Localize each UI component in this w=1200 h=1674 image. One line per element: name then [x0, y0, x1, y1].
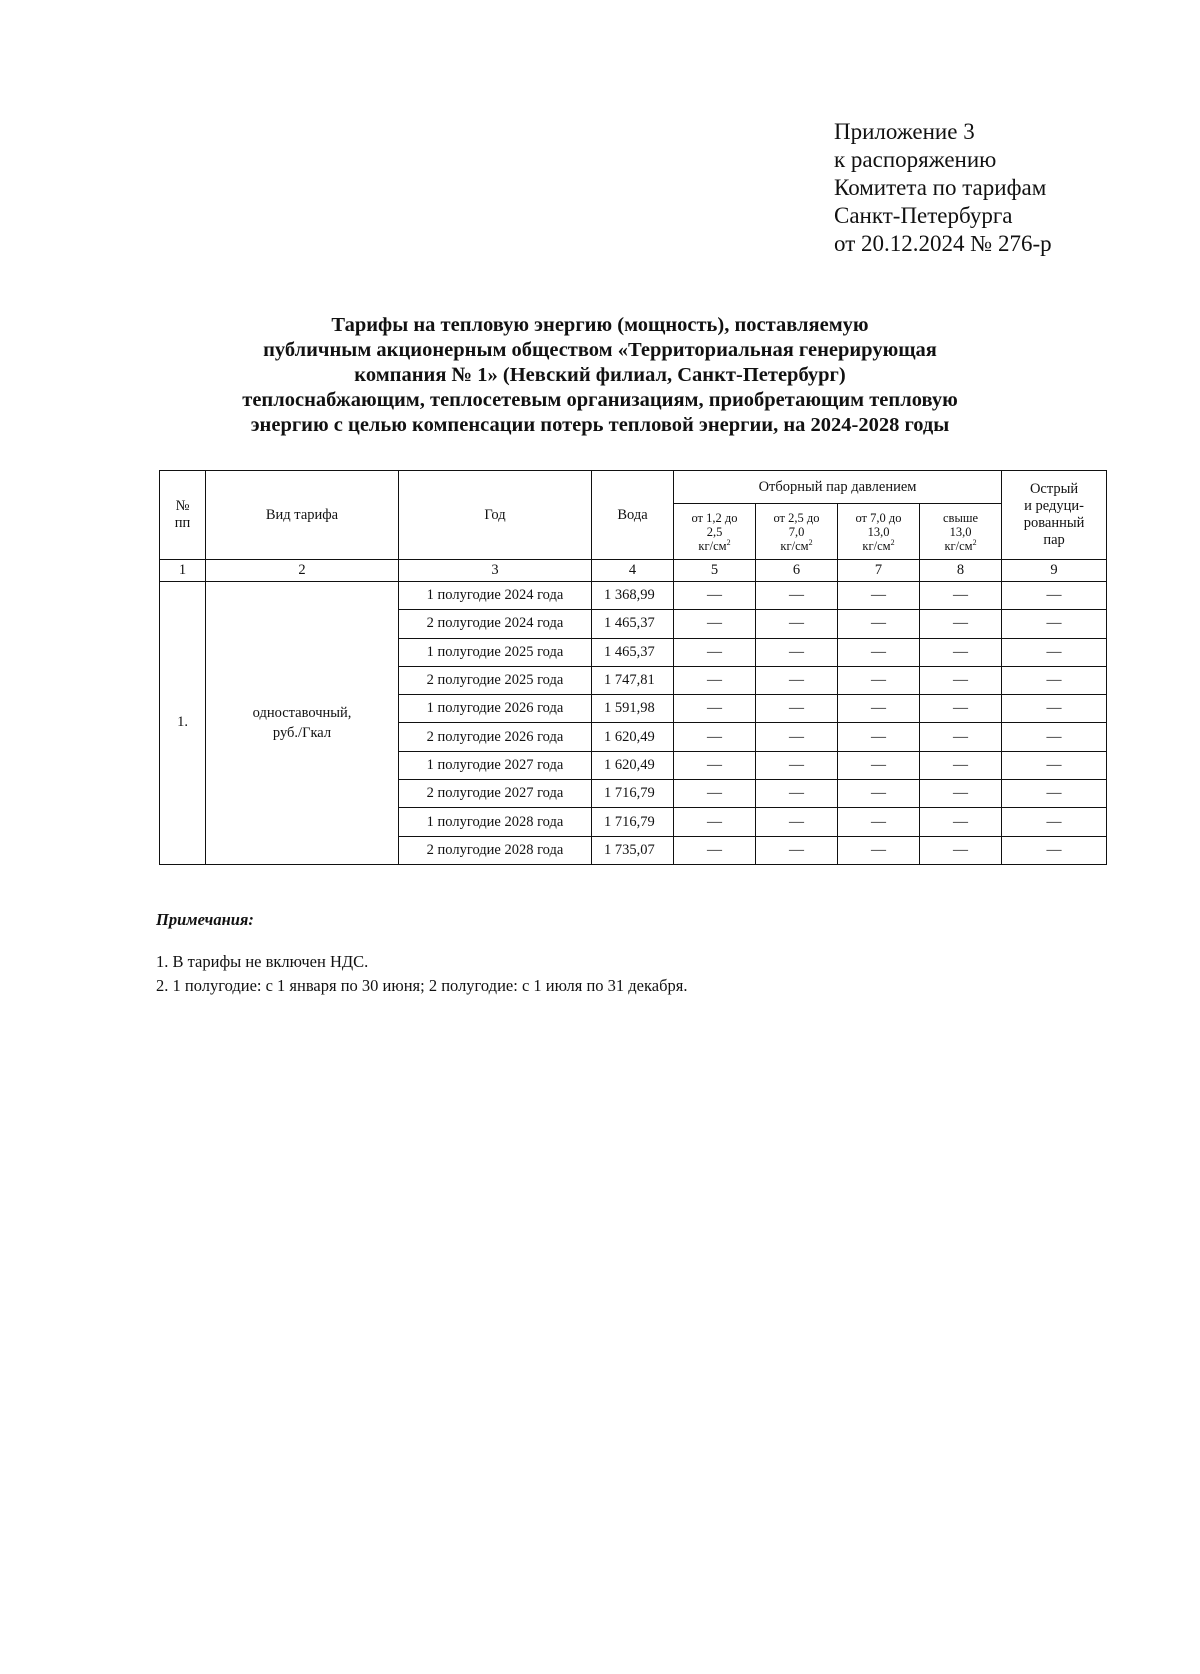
water-value: 1 591,98	[592, 695, 674, 723]
period-cell: 1 полугодие 2026 года	[399, 695, 592, 723]
empty-dash: —	[1002, 666, 1107, 694]
unit-sup: 2	[726, 537, 731, 547]
period-cell: 2 полугодие 2027 года	[399, 780, 592, 808]
empty-dash: —	[1002, 723, 1107, 751]
empty-dash: —	[674, 780, 756, 808]
water-value: 1 716,79	[592, 780, 674, 808]
note-item: 1. В тарифы не включен НДС.	[156, 952, 369, 971]
unit-text: кг/см	[780, 538, 809, 553]
header-steam-line: 7,0	[788, 524, 805, 539]
empty-dash: —	[1002, 780, 1107, 808]
water-value: 1 747,81	[592, 666, 674, 694]
empty-dash: —	[838, 582, 920, 610]
empty-dash: —	[674, 638, 756, 666]
period-cell: 2 полугодие 2024 года	[399, 610, 592, 638]
appendix-line: Санкт-Петербурга	[834, 203, 1013, 228]
empty-dash: —	[920, 723, 1002, 751]
period-cell: 1 полугодие 2027 года	[399, 751, 592, 779]
column-number: 9	[1002, 560, 1107, 582]
unit-sup: 2	[972, 537, 977, 547]
header-unit	[920, 539, 1001, 553]
title-line: Тарифы на тепловую энергию (мощность), поставляемую	[331, 314, 869, 336]
header-steam-3	[838, 504, 920, 560]
empty-dash: —	[920, 808, 1002, 836]
header-sharp-steam	[1002, 471, 1107, 560]
empty-dash: —	[838, 638, 920, 666]
empty-dash: —	[1002, 638, 1107, 666]
header-steam-4	[920, 504, 1002, 560]
empty-dash: —	[838, 666, 920, 694]
appendix-line: от 20.12.2024 № 276-р	[834, 231, 1052, 256]
tariff-type-line: одноставочный,	[252, 704, 352, 721]
header-steam-line: 13,0	[867, 524, 890, 539]
empty-dash: —	[674, 751, 756, 779]
empty-dash: —	[756, 751, 838, 779]
empty-dash: —	[838, 836, 920, 864]
title-line: публичным акционерным обществом «Территориальная генерирующая	[263, 339, 937, 361]
empty-dash: —	[674, 695, 756, 723]
empty-dash: —	[838, 695, 920, 723]
water-value: 1 465,37	[592, 638, 674, 666]
column-number: 3	[399, 560, 592, 582]
header-row	[160, 471, 1107, 504]
water-value: 1 465,37	[592, 610, 674, 638]
empty-dash: —	[920, 666, 1002, 694]
header-steam-line: 13,0	[949, 524, 972, 539]
empty-dash: —	[838, 751, 920, 779]
empty-dash: —	[838, 723, 920, 751]
column-number-row	[160, 560, 1107, 582]
unit-text: кг/см	[944, 538, 973, 553]
title-line: энергию с целью компенсации потерь тепловой энергии, на 2024-2028 годы	[250, 414, 950, 436]
empty-dash: —	[756, 582, 838, 610]
period-cell: 1 полугодие 2025 года	[399, 638, 592, 666]
empty-dash: —	[838, 808, 920, 836]
water-value: 1 716,79	[592, 808, 674, 836]
empty-dash: —	[756, 638, 838, 666]
unit-sup: 2	[890, 537, 895, 547]
header-steam-line: свыше	[943, 510, 979, 525]
header-unit	[838, 539, 919, 553]
tariffs-table	[159, 470, 1107, 865]
water-value: 1 735,07	[592, 836, 674, 864]
header-steam-2	[756, 504, 838, 560]
empty-dash: —	[920, 638, 1002, 666]
notes-title: Примечания:	[156, 910, 254, 929]
header-water: Вода	[592, 471, 674, 560]
header-unit	[756, 539, 837, 553]
unit-text: кг/см	[862, 538, 891, 553]
empty-dash: —	[920, 582, 1002, 610]
empty-dash: —	[838, 610, 920, 638]
title-line: теплоснабжающим, теплосетевым организациям, приобретающим тепловую	[242, 389, 958, 411]
header-sharp-line: пар	[1043, 532, 1065, 548]
empty-dash: —	[674, 610, 756, 638]
empty-dash: —	[920, 610, 1002, 638]
column-number: 7	[838, 560, 920, 582]
period-cell: 2 полугодие 2028 года	[399, 836, 592, 864]
header-year: Год	[399, 471, 592, 560]
empty-dash: —	[756, 666, 838, 694]
empty-dash: —	[756, 808, 838, 836]
column-number: 5	[674, 560, 756, 582]
appendix-line: к распоряжению	[834, 147, 997, 172]
header-steam-line: от 1,2 до	[691, 510, 738, 525]
row-group-tariff-type	[206, 582, 399, 865]
empty-dash: —	[920, 751, 1002, 779]
unit-text: кг/см	[698, 538, 727, 553]
header-tariff-type: Вид тарифа	[206, 471, 399, 560]
header-number	[160, 471, 206, 560]
water-value: 1 620,49	[592, 751, 674, 779]
empty-dash: —	[674, 582, 756, 610]
empty-dash: —	[756, 723, 838, 751]
empty-dash: —	[1002, 695, 1107, 723]
empty-dash: —	[1002, 808, 1107, 836]
empty-dash: —	[756, 836, 838, 864]
empty-dash: —	[674, 808, 756, 836]
empty-dash: —	[674, 666, 756, 694]
empty-dash: —	[1002, 582, 1107, 610]
column-number: 8	[920, 560, 1002, 582]
empty-dash: —	[838, 780, 920, 808]
empty-dash: —	[756, 780, 838, 808]
title-line: компания № 1» (Невский филиал, Санкт-Петербург)	[354, 364, 846, 386]
header-sharp-line: и редуци-	[1024, 498, 1084, 514]
header-sharp-line: рованный	[1023, 515, 1085, 531]
column-number: 2	[206, 560, 399, 582]
empty-dash: —	[1002, 751, 1107, 779]
empty-dash: —	[920, 836, 1002, 864]
note-item: 2. 1 полугодие: с 1 января по 30 июня; 2 полугодие: с 1 июля по 31 декабря.	[156, 976, 688, 995]
appendix-line: Приложение 3	[834, 119, 975, 144]
empty-dash: —	[920, 695, 1002, 723]
column-number: 6	[756, 560, 838, 582]
column-number: 4	[592, 560, 674, 582]
period-cell: 1 полугодие 2024 года	[399, 582, 592, 610]
table-row	[160, 582, 1107, 610]
period-cell: 2 полугодие 2025 года	[399, 666, 592, 694]
header-steam-line: от 7,0 до	[855, 510, 902, 525]
header-unit	[674, 539, 755, 553]
water-value: 1 368,99	[592, 582, 674, 610]
appendix-line: Комитета по тарифам	[834, 175, 1047, 200]
row-group-number: 1.	[160, 582, 206, 865]
empty-dash: —	[920, 780, 1002, 808]
water-value: 1 620,49	[592, 723, 674, 751]
header-number-line: пп	[174, 515, 191, 531]
unit-sup: 2	[808, 537, 813, 547]
period-cell: 1 полугодие 2028 года	[399, 808, 592, 836]
empty-dash: —	[674, 723, 756, 751]
header-sharp-line: Острый	[1029, 481, 1079, 497]
appendix-header	[834, 118, 1052, 258]
empty-dash: —	[1002, 610, 1107, 638]
empty-dash: —	[756, 610, 838, 638]
empty-dash: —	[674, 836, 756, 864]
document-title	[150, 313, 1050, 438]
empty-dash: —	[1002, 836, 1107, 864]
column-number: 1	[160, 560, 206, 582]
period-cell: 2 полугодие 2026 года	[399, 723, 592, 751]
notes-list	[156, 950, 687, 998]
header-steam-line: от 2,5 до	[773, 510, 820, 525]
header-steam-line: 2,5	[706, 524, 723, 539]
empty-dash: —	[756, 695, 838, 723]
tariff-type-line: руб./Гкал	[272, 724, 332, 741]
header-number-line: №	[175, 498, 190, 514]
header-steam-group: Отборный пар давлением	[674, 471, 1002, 504]
header-steam-1	[674, 504, 756, 560]
